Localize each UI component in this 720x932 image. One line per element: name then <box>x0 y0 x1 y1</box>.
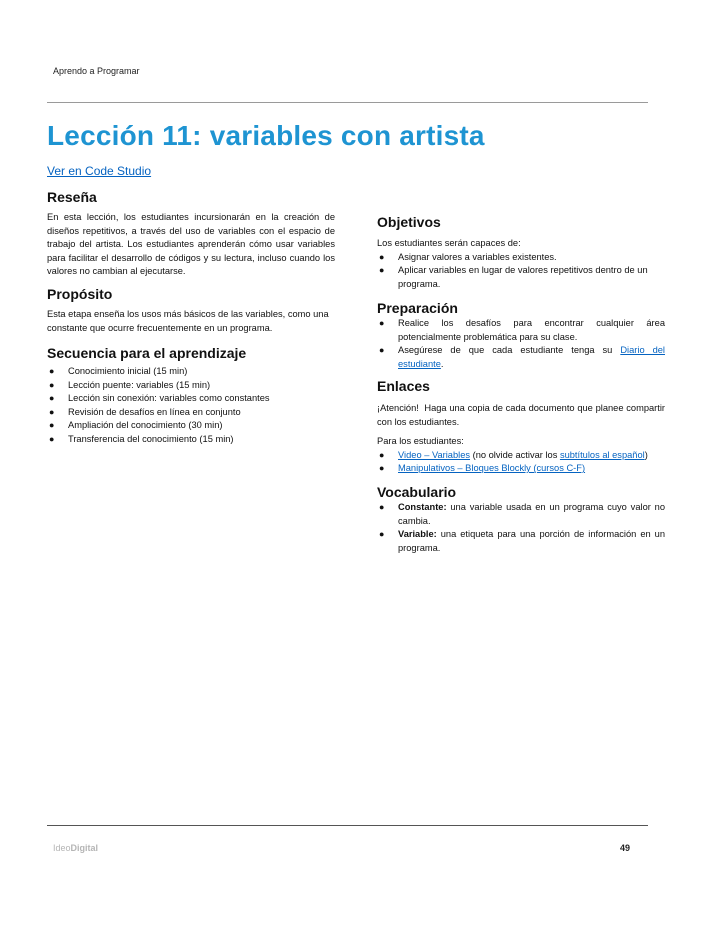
bullet-icon: ● <box>49 366 55 376</box>
bullet-icon: ● <box>379 251 385 262</box>
list-item: ● Video – Variables (no olvide activar los subtítulos al español) <box>377 449 665 463</box>
resena-text: En esta lección, los estudiantes incursionarán en la creación de diseños repetitivos, a través del uso de variables con el espacio de trabajo del artista. Los estudiantes aprenderán cómo usar variables para facilitar el desarrollo de códigos y su lectura, incluso cuando los valores no cambian al ejecutarse. <box>47 212 335 276</box>
preparacion-section <box>377 299 665 371</box>
preparacion-heading: Preparación <box>377 300 458 316</box>
manipulativos-link[interactable]: Manipulativos – Bloques Blockly (cursos C-F) <box>398 463 586 473</box>
bullet-icon: ● <box>379 345 385 355</box>
list-item: ● Lección puente: variables (15 min) <box>47 379 335 393</box>
preparacion-list <box>377 317 665 371</box>
list-item: ● Constante: una variable usada en un programa cuyo valor no cambia. <box>379 502 665 526</box>
diario-estudiante-link[interactable]: Diario del estudiante <box>398 345 665 369</box>
secuencia-list <box>47 365 335 446</box>
list-item: ● Transferencia del conocimiento (15 min) <box>47 433 335 447</box>
video-variables-link[interactable]: Video – Variables <box>398 449 471 460</box>
lesson-title: Lección 11: variables con artista <box>47 120 485 151</box>
footer-divider <box>47 825 648 826</box>
proposito-text: Esta etapa enseña los usos más básicos de las variables, como una constante que ocurre frecuentemente en un programa. <box>47 309 329 333</box>
objetivos-list <box>377 251 665 292</box>
list-item: ● Asegúrese de que cada estudiante tenga su Diario del estudiante. <box>379 345 665 369</box>
bullet-icon: ● <box>49 433 55 444</box>
list-item: ● Revisión de desafíos en línea en conjunto <box>47 406 335 420</box>
enlaces-section <box>377 377 668 476</box>
header-divider <box>47 102 648 103</box>
objetivos-heading: Objetivos <box>377 214 441 230</box>
bullet-icon: ● <box>49 393 55 403</box>
enlaces-for-students: Para los estudiantes: <box>377 436 464 446</box>
bullet-icon: ● <box>49 379 55 390</box>
list-item: ● Lección sin conexión: variables como constantes <box>47 392 335 406</box>
vocabulario-heading: Vocabulario <box>377 484 457 500</box>
enlaces-attention: ¡Atención! Haga una copia de cada documento que planee compartir con los estudiantes. <box>377 403 668 427</box>
bullet-icon: ● <box>49 406 55 417</box>
list-item: ● Asignar valores a variables existentes. <box>377 251 665 265</box>
subtitulos-link[interactable]: subtítulos al español <box>559 449 645 460</box>
list-item: ● Variable: una etiqueta para una porción de información en un programa. <box>379 529 665 553</box>
vocabulario-section <box>377 483 665 555</box>
list-item: ● Realice los desafíos para encontrar cualquier área potencialmente problemática para su clase. <box>379 318 665 342</box>
bullet-icon: ● <box>379 449 385 460</box>
list-item: ● Conocimiento inicial (15 min) <box>47 365 335 379</box>
enlaces-heading: Enlaces <box>377 378 430 394</box>
vocabulario-list <box>377 501 665 555</box>
bullet-icon: ● <box>379 502 385 512</box>
objetivos-section <box>377 213 665 291</box>
footer-brand: IdeoDigital <box>53 843 99 853</box>
bullet-icon: ● <box>49 420 55 430</box>
bullet-icon: ● <box>379 463 385 473</box>
bullet-icon: ● <box>379 318 385 328</box>
resena-heading: Reseña <box>47 189 97 205</box>
list-item: ● Aplicar variables en lugar de valores repetitivos dentro de un programa. <box>379 265 648 289</box>
proposito-section <box>47 285 335 335</box>
secuencia-section <box>47 344 335 446</box>
page-number: 49 <box>620 843 631 853</box>
header-title: Aprendo a Programar <box>53 66 140 76</box>
objetivos-intro: Los estudiantes serán capaces de: <box>377 238 521 248</box>
enlaces-list <box>377 449 665 476</box>
secuencia-heading: Secuencia para el aprendizaje <box>47 345 247 361</box>
proposito-heading: Propósito <box>47 286 113 302</box>
resena-section <box>47 188 335 279</box>
list-item <box>377 462 665 476</box>
bullet-icon: ● <box>379 265 385 275</box>
code-studio-link[interactable]: Ver en Code Studio <box>47 164 152 178</box>
bullet-icon: ● <box>379 529 385 539</box>
list-item: ● Ampliación del conocimiento (30 min) <box>47 419 335 433</box>
